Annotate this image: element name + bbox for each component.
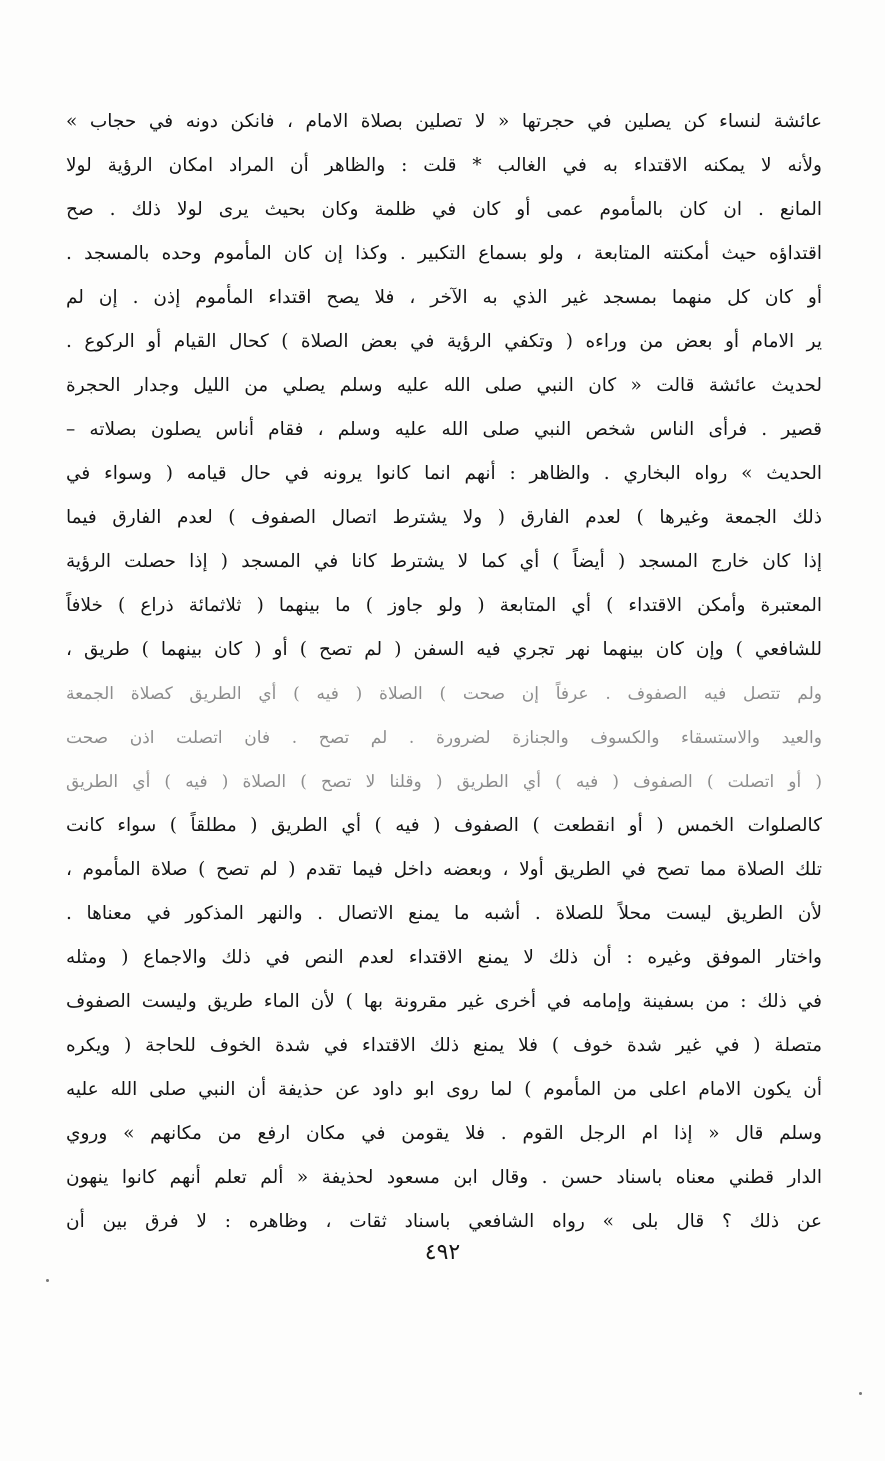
text-line-20: واختار الموفق وغيره : أن ذلك لا يمنع الاقتداء لعدم النص في ذلك والاجماع ( ومثله: [66, 947, 822, 968]
text-line-15: والعيد والاستسقاء والكسوف والجنازة لضرورة . لم تصح . فان اتصلت اذن صحت: [66, 728, 822, 748]
text-line-21: في ذلك : من بسفينة وإمامه في أخرى غير مقرونة بها ) لأن الماء طريق وليست الصفوف: [66, 991, 822, 1012]
text-line-22: متصلة ( في غير شدة خوف ) فلا يمنع ذلك الاقتداء في شدة الخوف للحاجة ( ويكره: [66, 1035, 822, 1056]
text-line-1: عائشة لنساء كن يصلين في حجرتها « لا تصلين بصلاة الامام ، فانكن دونه في حجاب »: [66, 111, 822, 132]
text-line-10: ذلك الجمعة وغيرها ) لعدم الفارق ( ولا يشترط اتصال الصفوف ) لعدم الفارق فيما: [66, 507, 822, 528]
page-number: ٤٩٢: [424, 1240, 461, 1265]
text-line-8: قصير . فرأى الناس شخص النبي صلى الله عليه وسلم ، فقام أناس يصلون بصلاته –: [66, 419, 822, 440]
body-text: [66, 100, 822, 1244]
text-line-25: الدار قطني معناه باسناد حسن . وقال ابن مسعود لحذيفة « ألم تعلم أنهم كانوا ينهون: [66, 1167, 822, 1188]
text-line-18: تلك الصلاة مما تصح في الطريق أولا ، وبعضه داخل فيما تقدم ( لم تصح ) صلاة المأموم ،: [66, 859, 822, 880]
text-line-17: كالصلوات الخمس ( أو انقطعت ) الصفوف ( فيه ) أي الطريق ( مطلقاً ) سواء كانت: [66, 815, 822, 836]
text-line-19: لأن الطريق ليست محلاً للصلاة . أشبه ما يمنع الاتصال . والنهر المذكور في معناها .: [66, 903, 822, 924]
text-line-23: أن يكون الامام اعلى من المأموم ) لما روى ابو داود عن حذيفة أن النبي صلى الله عليه: [66, 1079, 822, 1100]
text-line-12: المعتبرة وأمكن الاقتداء ) أي المتابعة ( ولو جاوز ) ما بينهما ( ثلاثمائة ذراع ) خلافاً: [66, 595, 822, 616]
scan-speck: [859, 1392, 862, 1395]
text-line-4: اقتداؤه حيث أمكنته المتابعة ، ولو بسماع التكبير . وكذا إن كان المأموم وحده بالمسجد .: [66, 243, 822, 264]
text-line-14: ولم تتصل فيه الصفوف . عرفاً إن صحت ) الصلاة ( فيه ) أي الطريق كصلاة الجمعة: [66, 684, 822, 704]
scan-speck: [46, 1279, 49, 1282]
text-line-3: المانع . ان كان بالمأموم عمى أو كان في ظلمة وكان بحيث يرى لولا ذلك . صح: [66, 199, 822, 220]
text-line-2: ولأنه لا يمكنه الاقتداء به في الغالب * قلت : والظاهر أن المراد امكان الرؤية لولا: [66, 155, 822, 176]
text-line-5: أو كان كل منهما بمسجد غير الذي به الآخر ، فلا يصح اقتداء المأموم إذن . إن لم: [66, 287, 822, 308]
text-line-7: لحديث عائشة قالت « كان النبي صلى الله عليه وسلم يصلي من الليل وجدار الحجرة: [66, 375, 822, 396]
text-line-11: إذا كان خارج المسجد ( أيضاً ) أي كما لا يشترط كانا في المسجد ( إذا حصلت الرؤية: [66, 551, 822, 572]
text-line-24: وسلم قال « إذا ام الرجل القوم . فلا يقومن في مكان ارفع من مكانهم » وروي: [66, 1123, 822, 1144]
text-line-6: ير الامام أو بعض من وراءه ( وتكفي الرؤية في بعض الصلاة ) كحال القيام أو الركوع .: [66, 331, 822, 352]
text-line-13: للشافعي ) وإن كان بينهما نهر تجري فيه السفن ( لم تصح ) أو ( كان بينهما ) طريق ،: [66, 639, 822, 660]
text-line-16: ( أو اتصلت ) الصفوف ( فيه ) أي الطريق ( وقلنا لا تصح ) الصلاة ( فيه ) أي الطريق: [66, 772, 822, 792]
text-line-9: الحديث » رواه البخاري . والظاهر : أنهم انما كانوا يرونه في حال قيامه ( وسواء في: [66, 463, 822, 484]
text-line-26: عن ذلك ؟ قال بلى » رواه الشافعي باسناد ثقات ، وظاهره : لا فرق بين أن: [66, 1211, 822, 1232]
